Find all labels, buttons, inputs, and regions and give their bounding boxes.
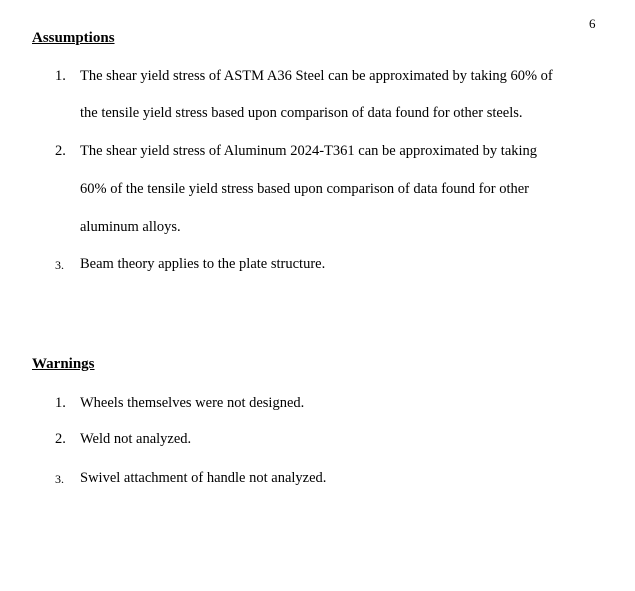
list-item-text: Swivel attachment of handle not analyzed. [80,470,327,486]
list-item-text: aluminum alloys. [80,219,181,235]
page-number: 6 [589,16,596,31]
list-number: 1. [55,395,66,411]
list-number: 2. [55,431,66,447]
section-heading-assumptions: Assumptions [32,30,115,46]
list-item-text: The shear yield stress of Aluminum 2024-T361 can be approximated by taking [80,143,538,159]
list-number: 2. [55,143,66,159]
list-item-text: the tensile yield stress based upon comparison of data found for other steels. [80,105,523,121]
list-number: 3. [55,472,64,486]
list-number: 1. [55,68,66,84]
section-heading-warnings: Warnings [32,356,95,372]
list-number: 3. [55,258,64,272]
list-item-text: Wheels themselves were not designed. [80,395,305,411]
list-item-text: The shear yield stress of ASTM A36 Steel can be approximated by taking 60% of [80,68,553,84]
list-item-text: Beam theory applies to the plate structure. [80,256,326,272]
list-item-text: Weld not analyzed. [80,431,192,447]
list-item-text: 60% of the tensile yield stress based upon comparison of data found for other [80,181,529,197]
